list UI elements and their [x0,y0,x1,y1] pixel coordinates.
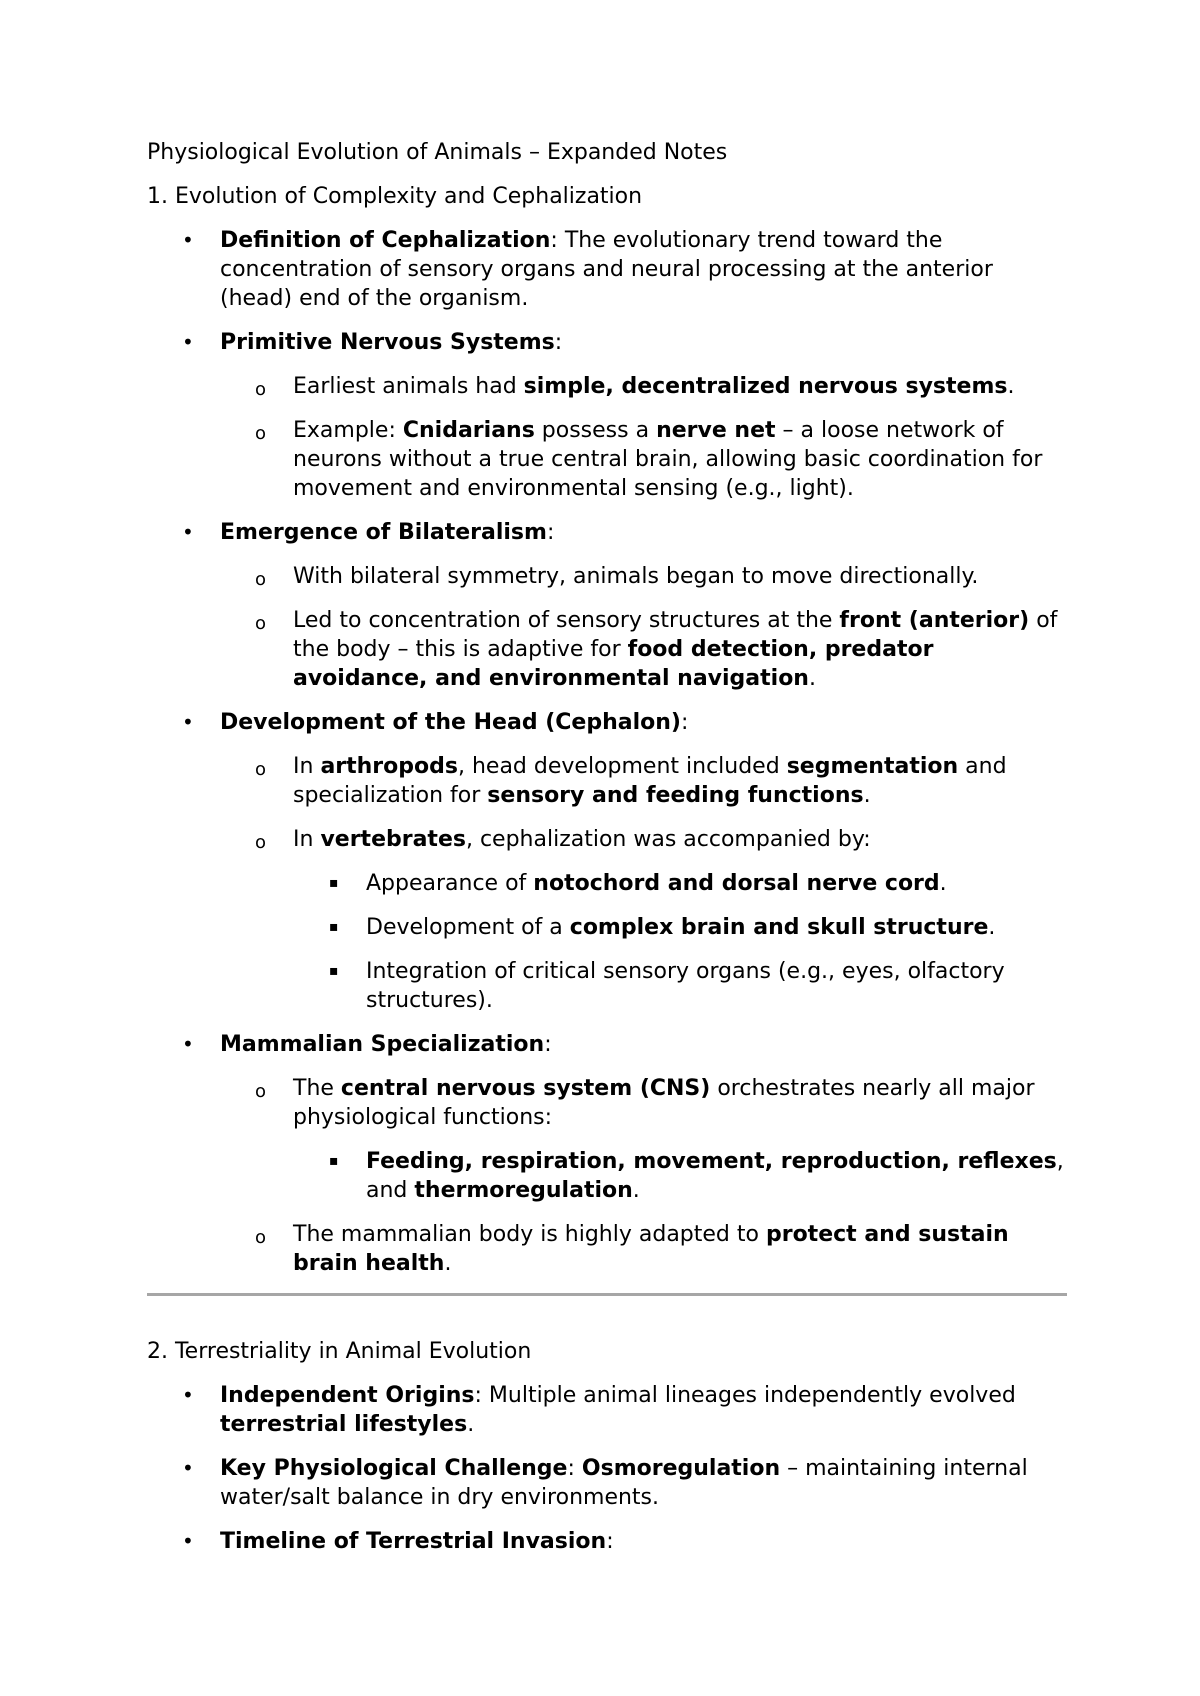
list-item: o Earliest animals had simple, decentralized nervous systems. [147,372,1067,401]
bullet-icon: o [255,832,267,853]
section-heading-1: 1. Evolution of Complexity and Cephalization [147,184,643,209]
bullet-icon: ▪ [329,919,339,935]
bullet-icon: • [182,228,194,252]
bullet-icon: o [255,569,267,590]
bullet-icon: • [182,1529,194,1553]
bullet-icon: ▪ [329,963,339,979]
bullet-icon: • [182,710,194,734]
section-2-list [147,1381,1067,1556]
bullet-icon: o [255,423,267,444]
document-page [147,138,1067,1571]
list-item: • Emergence of Bilateralism: [182,520,555,545]
bullet-icon: ▪ [329,1153,339,1169]
list-item: • Mammalian Specialization: [182,1032,552,1057]
list-item: ▪ Integration of critical sensory organs (e.g., eyes, olfactory structures). [329,959,1005,1013]
bullet-icon: o [255,1227,267,1248]
list-item: o Example: Cnidarians possess a nerve net – a loose network of neurons without a true central brain, allowing basic coordination for movement and environmental sensing (e.g., light). [255,418,1043,501]
bullet-icon: ▪ [329,875,339,891]
bullet-icon: • [182,1032,194,1056]
bullet-icon: • [182,330,194,354]
list-item: • Definition of Cephalization: The evolutionary trend toward the concentration of sensory organs and neural processing at the anterior (head) end of the organism. [182,228,993,311]
section-heading-2: 2. Terrestriality in Animal Evolution [147,1339,532,1364]
list-item: • Independent Origins: Multiple animal lineages independently evolved terrestrial lifestyles. [182,1383,1016,1437]
bullet-icon: o [255,1081,267,1102]
list-item: • Development of the Head (Cephalon): [182,710,689,735]
bullet-icon: • [182,1383,194,1407]
list-item: • Key Physiological Challenge: Osmoregulation – maintaining internal water/salt balance in dry environments. [182,1456,1028,1510]
bullet-icon: • [182,1456,194,1480]
list-item: o With bilateral symmetry, animals began to move directionally. [147,562,1067,591]
list-item: ▪ Development of a complex brain and skull structure. [329,915,996,940]
list-item: o Led to concentration of sensory structures at the front (anterior) of the body – this is adaptive for food detection, predator avoidance, and environmental navigation. [255,608,1058,691]
list-item: • Primitive Nervous Systems: [182,330,563,355]
list-item: o The central nervous system (CNS) orchestrates nearly all major physiological functions: [255,1076,1035,1130]
document-title: Physiological Evolution of Animals – Expanded Notes [147,140,728,165]
list-item: o In vertebrates, cephalization was accompanied by: [147,825,1067,854]
list-item: o In arthropods, head development included segmentation and specialization for sensory and feeding functions. [255,754,1007,808]
horizontal-divider [147,1293,1067,1296]
bullet-icon: o [255,759,267,780]
list-item: o The mammalian body is highly adapted to protect and sustain brain health. [255,1222,1009,1276]
bullet-icon: o [255,379,267,400]
bullet-icon: o [255,613,267,634]
list-item: • Timeline of Terrestrial Invasion: [182,1529,614,1554]
bullet-icon: • [182,520,194,544]
section-1-list [147,226,1067,1278]
list-item: ▪ Feeding, respiration, movement, reproduction, reflexes, and thermoregulation. [329,1149,1064,1203]
list-item: ▪ Appearance of notochord and dorsal nerve cord. [329,871,947,896]
